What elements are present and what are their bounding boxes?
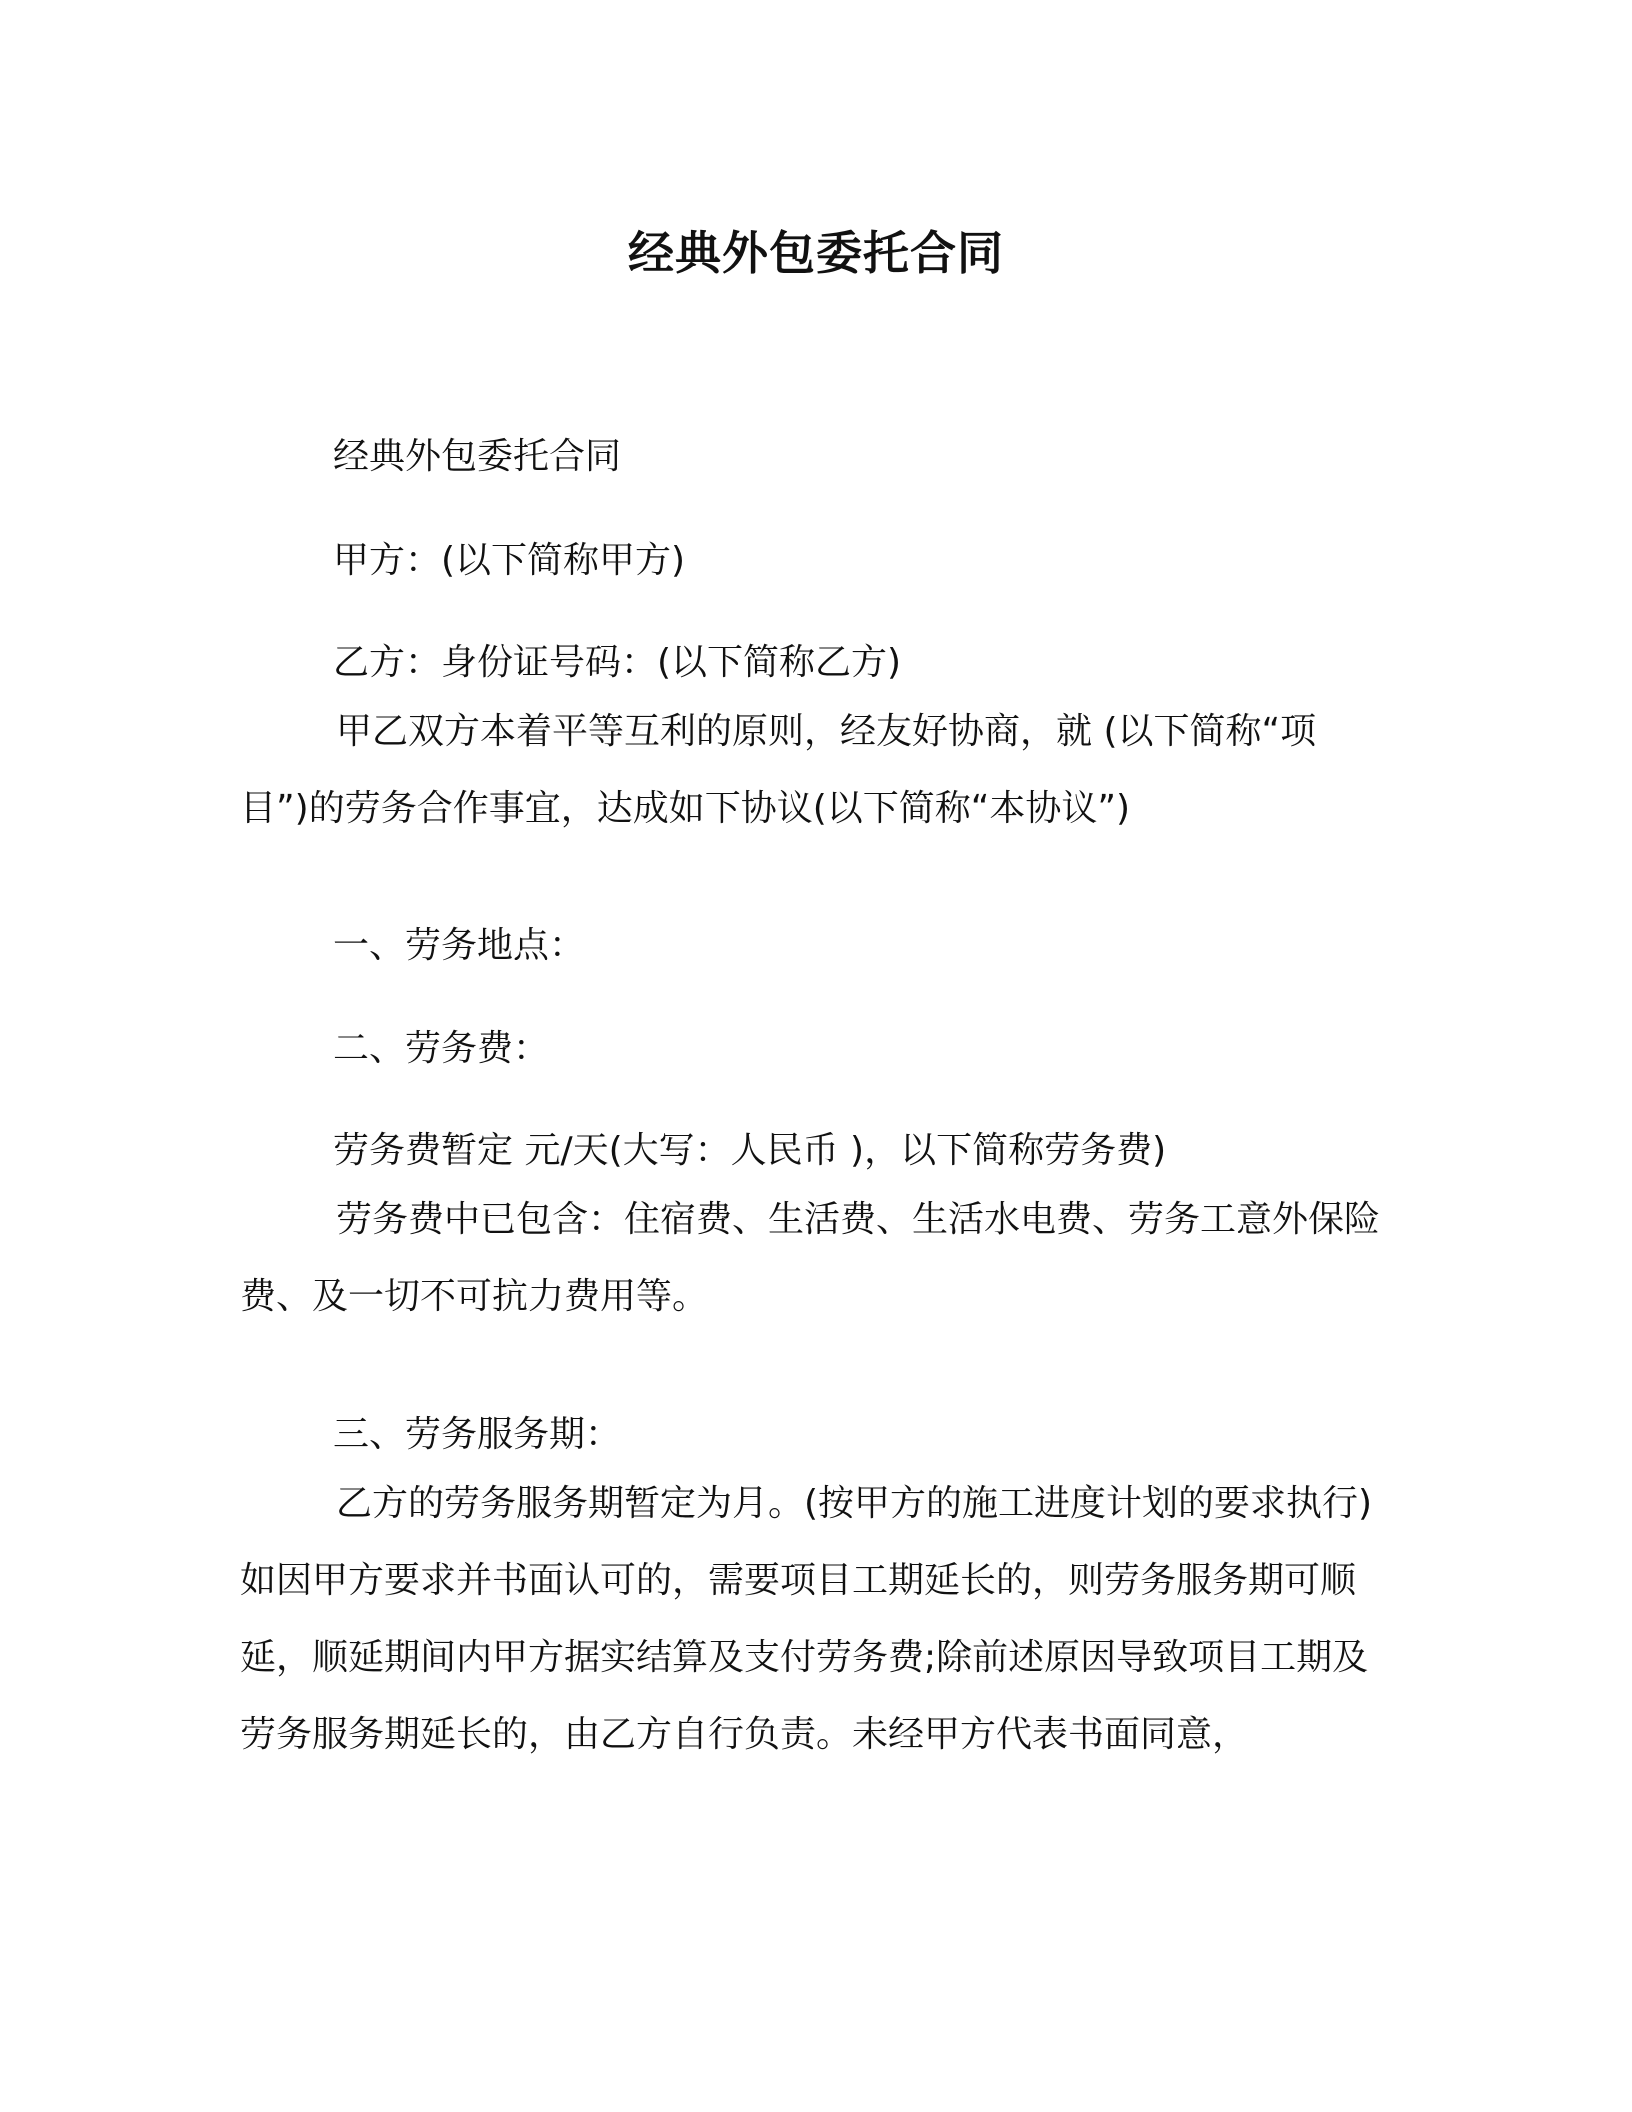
fee-inclusion-paragraph: 劳务费中已包含：住宿费、生活费、生活水电费、劳务工意外保险费、及一切不可抗力费用等。: [240, 1199, 1381, 1317]
section-3-heading: 三、劳务服务期：: [333, 1414, 622, 1455]
party-a-paragraph: 甲方：(以下简称甲方): [333, 540, 686, 581]
section-2-heading: 二、劳务费：: [333, 1028, 550, 1069]
preamble-paragraph: 甲乙双方本着平等互利的原则，经友好协商，就 (以下简称“项目”)的劳务合作事宜，达成如下协议(以下简称“本协议”): [240, 711, 1317, 829]
fee-paragraph: 劳务费暂定 元/天(大写：人民币 )，以下简称劳务费): [333, 1130, 1167, 1171]
document-title: 经典外包委托合同: [628, 226, 1004, 280]
section-1-heading: 一、劳务地点：: [333, 925, 586, 966]
service-period-paragraph: 乙方的劳务服务期暂定为月。(按甲方的施工进度计划的要求执行)如因甲方要求并书面认可的，需要项目工期延长的，则劳务服务期可顺延，顺延期间内甲方据实结算及支付劳务费;除前述原因导致项目工期及劳务服务期延长的，由乙方自行负责。未经甲方代表书面同意，: [240, 1483, 1373, 1755]
party-b-paragraph: 乙方：身份证号码：(以下简称乙方): [333, 642, 902, 683]
subtitle-paragraph: 经典外包委托合同: [333, 436, 622, 477]
